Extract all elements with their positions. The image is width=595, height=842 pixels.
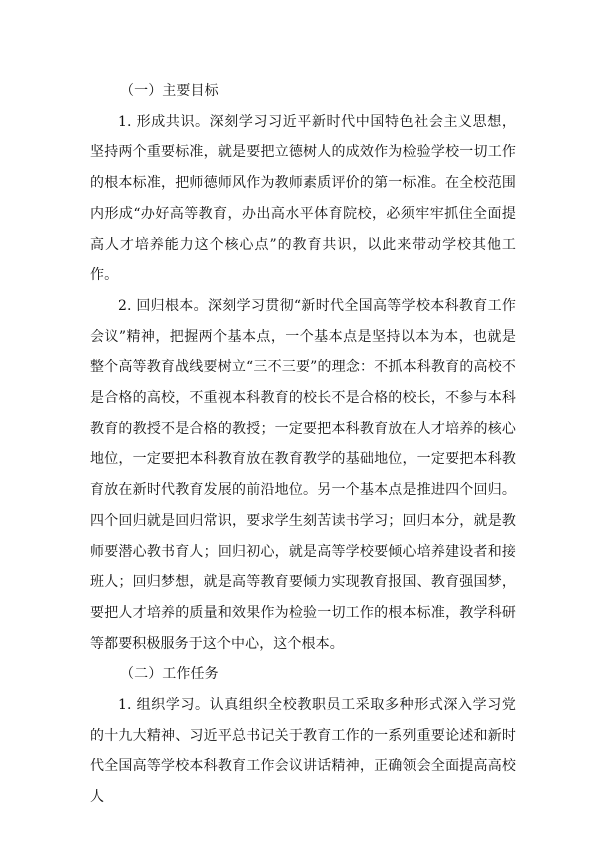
section-heading-work-tasks: （二）工作任务	[120, 666, 219, 683]
paragraph-consensus: 1. 形成共识。深刻学习习近平新时代中国特色社会主义思想，坚持两个重要标准，就是要把立德树人的成效作为检验学校一切工作的根本标准，把师德师风作为教师素质评价的第一标准。在全校范围内形成“办好高等教育，办出高水平体育院校，必须牢牢抓住全面提高人才培养能力这个核心点”的教育共识，以此来带动学校其他工作。	[90, 113, 516, 284]
paragraph-return-to-fundamentals: 2. 回归根本。深刻学习贯彻“新时代全国高等学校本科教育工作会议”精神，把握两个基本点，一个基本点是坚持以本为本，也就是整个高等教育战线要树立“三不三要”的理念：不抓本科教育的高校不是合格的高校，不重视本科教育的校长不是合格的校长，不参与本科教育的教授不是合格的教授；一定要把本科教育放在人才培养的核心地位，一定要把本科教育放在教育教学的基础地位，一定要把本科教育放在新时代教育发展的前沿地位。另一个基本点是推进四个回归。四个回归就是回归常识，要求学生刻苦读书学习；回归本分，就是教师要潜心教书育人；回归初心，就是高等学校要倾心培养建设者和接班人；回归梦想，就是高等教育要倾力实现教育报国、教育强国梦，要把人才培养的质量和效果作为检验一切工作的根本标准，教学科研等都要积极服务于这个中心，这个根本。	[90, 297, 516, 652]
document-body	[90, 76, 516, 813]
paragraph-organize-study: 1. 组织学习。认真组织全校教职员工采取多种形式深入学习党的十九大精神、习近平总书记关于教育工作的一系列重要论述和新时代全国高等学校本科教育工作会议讲话精神，正确领会全面提高高校人	[90, 697, 516, 806]
section-heading-main-goals: （一）主要目标	[120, 83, 219, 99]
